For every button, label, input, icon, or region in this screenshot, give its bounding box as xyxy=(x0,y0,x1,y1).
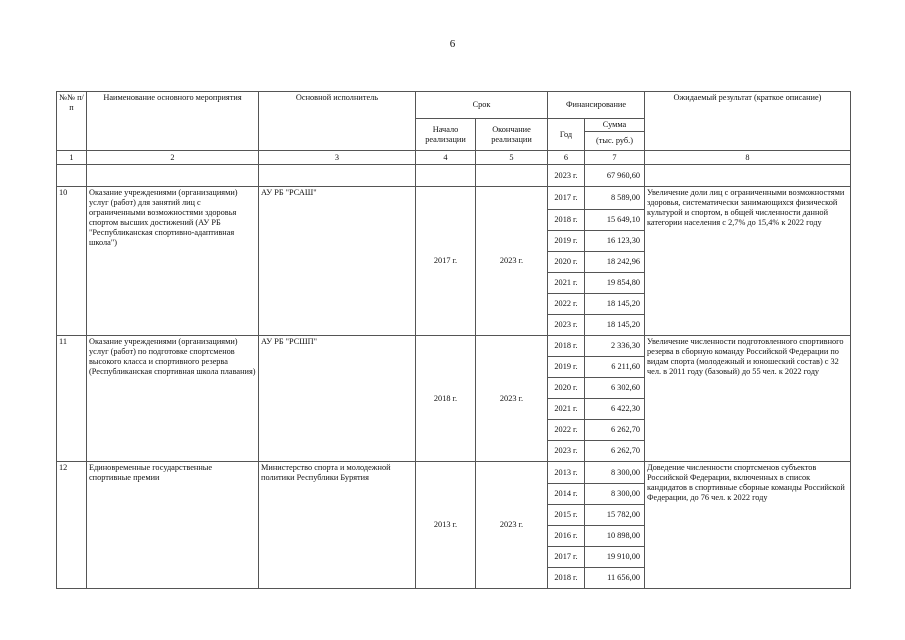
financing-year: 2022 г. xyxy=(548,294,585,315)
executor: Министерство спорта и молодежной политики Республики Бурятия xyxy=(259,462,416,589)
financing-sum: 67 960,60 xyxy=(585,165,645,187)
header-end: Окончание реализации xyxy=(476,119,548,151)
financing-year: 2017 г. xyxy=(548,187,585,210)
program-activities-table xyxy=(56,91,851,589)
financing-sum: 18 242,96 xyxy=(585,252,645,273)
row-number: 10 xyxy=(57,187,87,336)
activity-name: Единовременные государственные спортивные премии xyxy=(87,462,259,589)
financing-sum: 8 300,00 xyxy=(585,484,645,505)
financing-sum: 10 898,00 xyxy=(585,526,645,547)
header-result: Ожидаемый результат (краткое описание) xyxy=(645,92,851,151)
financing-sum: 6 262,70 xyxy=(585,441,645,462)
activity-name: Оказание учреждениями (организациями) услуг (работ) по подготовке спортсменов высокого класса и спортивного резерва (Республиканская спортивная школа плавания) xyxy=(87,336,259,462)
financing-year: 2022 г. xyxy=(548,420,585,441)
end-year: 2023 г. xyxy=(476,462,548,589)
header-sum-cell xyxy=(585,119,645,151)
financing-sum: 6 302,60 xyxy=(585,378,645,399)
expected-result: Доведение численности спортсменов субъектов Российской Федерации, включенных в список кандидатов в спортивные сборные команды Российской Федерации, до 76 чел. к 2022 году xyxy=(645,462,851,589)
row-number: 12 xyxy=(57,462,87,589)
financing-year: 2020 г. xyxy=(548,252,585,273)
header-name: Наименование основного мероприятия xyxy=(87,92,259,151)
carry-over-row xyxy=(57,165,851,187)
financing-year: 2023 г. xyxy=(548,315,585,336)
financing-year: 2014 г. xyxy=(548,484,585,505)
financing-year: 2019 г. xyxy=(548,231,585,252)
financing-sum: 11 656,00 xyxy=(585,568,645,589)
end-year: 2023 г. xyxy=(476,187,548,336)
row-number: 11 xyxy=(57,336,87,462)
financing-sum: 8 300,00 xyxy=(585,462,645,484)
page-number: 6 xyxy=(449,38,456,50)
header-sum-unit: (тыс. руб.) xyxy=(596,135,633,145)
financing-sum: 19 854,80 xyxy=(585,273,645,294)
column-number: 2 xyxy=(87,151,259,165)
empty-cell xyxy=(57,165,87,187)
header-year: Год xyxy=(548,119,585,151)
empty-cell xyxy=(645,165,851,187)
header-num: №№ п/п xyxy=(57,92,87,151)
financing-sum: 18 145,20 xyxy=(585,315,645,336)
table-row xyxy=(57,187,851,210)
column-number: 3 xyxy=(259,151,416,165)
expected-result: Увеличение численности подготовленного спортивного резерва в сборную команду Российской Федерации по видам спорта (молодежный и юношеский состав) с 32 чел. в 2011 году (базовый) до 55 чел. к 2022 году xyxy=(645,336,851,462)
financing-year: 2013 г. xyxy=(548,462,585,484)
end-year: 2023 г. xyxy=(476,336,548,462)
table-row xyxy=(57,462,851,484)
financing-sum: 6 211,60 xyxy=(585,357,645,378)
financing-year: 2018 г. xyxy=(548,210,585,231)
empty-cell xyxy=(476,165,548,187)
column-number: 8 xyxy=(645,151,851,165)
financing-sum: 16 123,30 xyxy=(585,231,645,252)
financing-year: 2018 г. xyxy=(548,336,585,357)
column-number: 4 xyxy=(416,151,476,165)
table-row xyxy=(57,336,851,357)
column-number: 1 xyxy=(57,151,87,165)
financing-sum: 19 910,00 xyxy=(585,547,645,568)
header-executor: Основной исполнитель xyxy=(259,92,416,151)
executor: АУ РБ "РСАШ" xyxy=(259,187,416,336)
executor: АУ РБ "РСШП" xyxy=(259,336,416,462)
financing-year: 2015 г. xyxy=(548,505,585,526)
financing-year: 2018 г. xyxy=(548,568,585,589)
financing-year: 2023 г. xyxy=(548,441,585,462)
financing-sum: 15 782,00 xyxy=(585,505,645,526)
column-number-row xyxy=(57,151,851,165)
financing-year: 2021 г. xyxy=(548,273,585,294)
header-term: Срок xyxy=(416,92,548,119)
empty-cell xyxy=(259,165,416,187)
column-number: 5 xyxy=(476,151,548,165)
header-sum: Сумма xyxy=(585,119,644,132)
financing-year: 2017 г. xyxy=(548,547,585,568)
column-number: 6 xyxy=(548,151,585,165)
header-start: Начало реализации xyxy=(416,119,476,151)
start-year: 2017 г. xyxy=(416,187,476,336)
activity-name: Оказание учреждениями (организациями) услуг (работ) для занятий лиц с ограниченными возможностями здоровья спортом высших достижений (АУ РБ "Республиканская спортивно-адаптивная школа") xyxy=(87,187,259,336)
financing-year: 2023 г. xyxy=(548,165,585,187)
financing-sum: 2 336,30 xyxy=(585,336,645,357)
expected-result: Увеличение доли лиц с ограниченными возможностями здоровья, систематически занимающихся физической культурой и спортом, в общей численности данной категории населения с 2,7% до 15,4% к 2022 году xyxy=(645,187,851,336)
column-number: 7 xyxy=(585,151,645,165)
financing-sum: 8 589,00 xyxy=(585,187,645,210)
financing-year: 2019 г. xyxy=(548,357,585,378)
empty-cell xyxy=(416,165,476,187)
financing-sum: 6 422,30 xyxy=(585,399,645,420)
financing-sum: 6 262,70 xyxy=(585,420,645,441)
financing-year: 2021 г. xyxy=(548,399,585,420)
financing-year: 2016 г. xyxy=(548,526,585,547)
financing-year: 2020 г. xyxy=(548,378,585,399)
header-financing: Финансирование xyxy=(548,92,645,119)
start-year: 2018 г. xyxy=(416,336,476,462)
financing-sum: 15 649,10 xyxy=(585,210,645,231)
start-year: 2013 г. xyxy=(416,462,476,589)
empty-cell xyxy=(87,165,259,187)
financing-sum: 18 145,20 xyxy=(585,294,645,315)
